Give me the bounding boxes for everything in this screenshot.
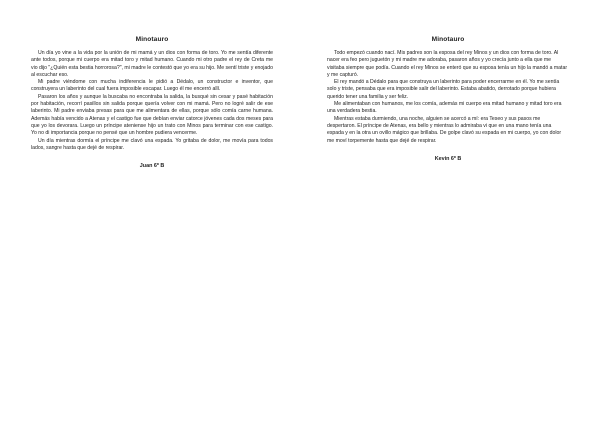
story-paragraph: El rey mandó a Dédalo para que construya un laberinto para poder encerrarme en él. Yo me sentía solo y triste, pensaba que era imposible salir del laberinto. Estaba abatido, derrotado porque hubiera querido tener una familia y ser feliz. [327, 79, 560, 100]
story-paragraph: Mi padre viéndome con mucha indiferencia le pidió a Dédalo, un constructor e inventor, que construyera un laberinto del cual fuera imposible escapar. Luego él me encerró allí. [31, 79, 273, 93]
story-paragraph: Un día mientras dormía el príncipe me clavó una espada. Yo gritaba de dolor, me movía para todos lados, sangre hasta que dejé de respirar. [31, 137, 273, 151]
story-title: Minotauro [135, 36, 169, 43]
story-paragraph: Me alimentaban con humanos, me los comía, además mi cuerpo era mitad humano y mitad toro era una verdadera bestia. [327, 101, 562, 115]
author-signature: Juan 6º B [139, 163, 165, 170]
story-right [327, 36, 569, 162]
author-signature: Kevin 6º B [434, 155, 462, 162]
story-paragraph: Mientras estaba durmiendo, una noche, alguien se acercó a mí: era Teseo y sus pasos me despertaron. El príncipe de Atenas, era bello y mientras lo admiraba vi que en una mano tenía una espada y en la otra un ovillo mágico que brillaba. De golpe clavó su espada en mi cuerpo, yo con dolor me moví torpemente hasta que dejé de respirar. [327, 115, 562, 144]
story-paragraph: Todo empezó cuando nací. Mis padres son la esposa del rey Minos y un dios con forma de toro. Al nacer era feo pero juguetón y mi madre me adoraba, pasaron años y yo crecía junto a ella que me visitaba siempre que podía. Cuando el rey Minos se enteró que su esposa tenía un hijo la mandó a matar y me capturó. [327, 50, 568, 78]
story-left [31, 36, 273, 169]
story-paragraph: Pasaron los años y aunque la buscaba no encontraba la salida, la busqué sin cesar y pasé habitación por habitación, recorrí pasillos sin salida porque quería volver con mi mamá. Pero no logré salir de ese laberinto. Mi padre enviaba presas para que me alimentara de ellas, porque sólo comía carne humana. Además había vencido a Atenas y el castigo fue que debían enviar catorce jóvenes cada dos meses para que yo los devorara. Luego un príncipe ateniense hijo un trato con Minos para terminar con ese castigo. Yo no di importancia porque no pensé que un hombre pudiera vencerme. [31, 93, 273, 137]
story-paragraph: Un día yo vine a la vida por la unión de mi mamá y un dios con forma de toro. Yo me sentía diferente ante todos, porque mi cuerpo era mitad toro y mitad humano. Cuando mi otro padre el rey de Creta me vio dijo "¿Quién esta bestia horrorosa?", mi madre le contestó que yo era su hijo. Me sentí triste y enojado al escuchar eso. [31, 50, 273, 78]
story-title: Minotauro [431, 36, 465, 43]
